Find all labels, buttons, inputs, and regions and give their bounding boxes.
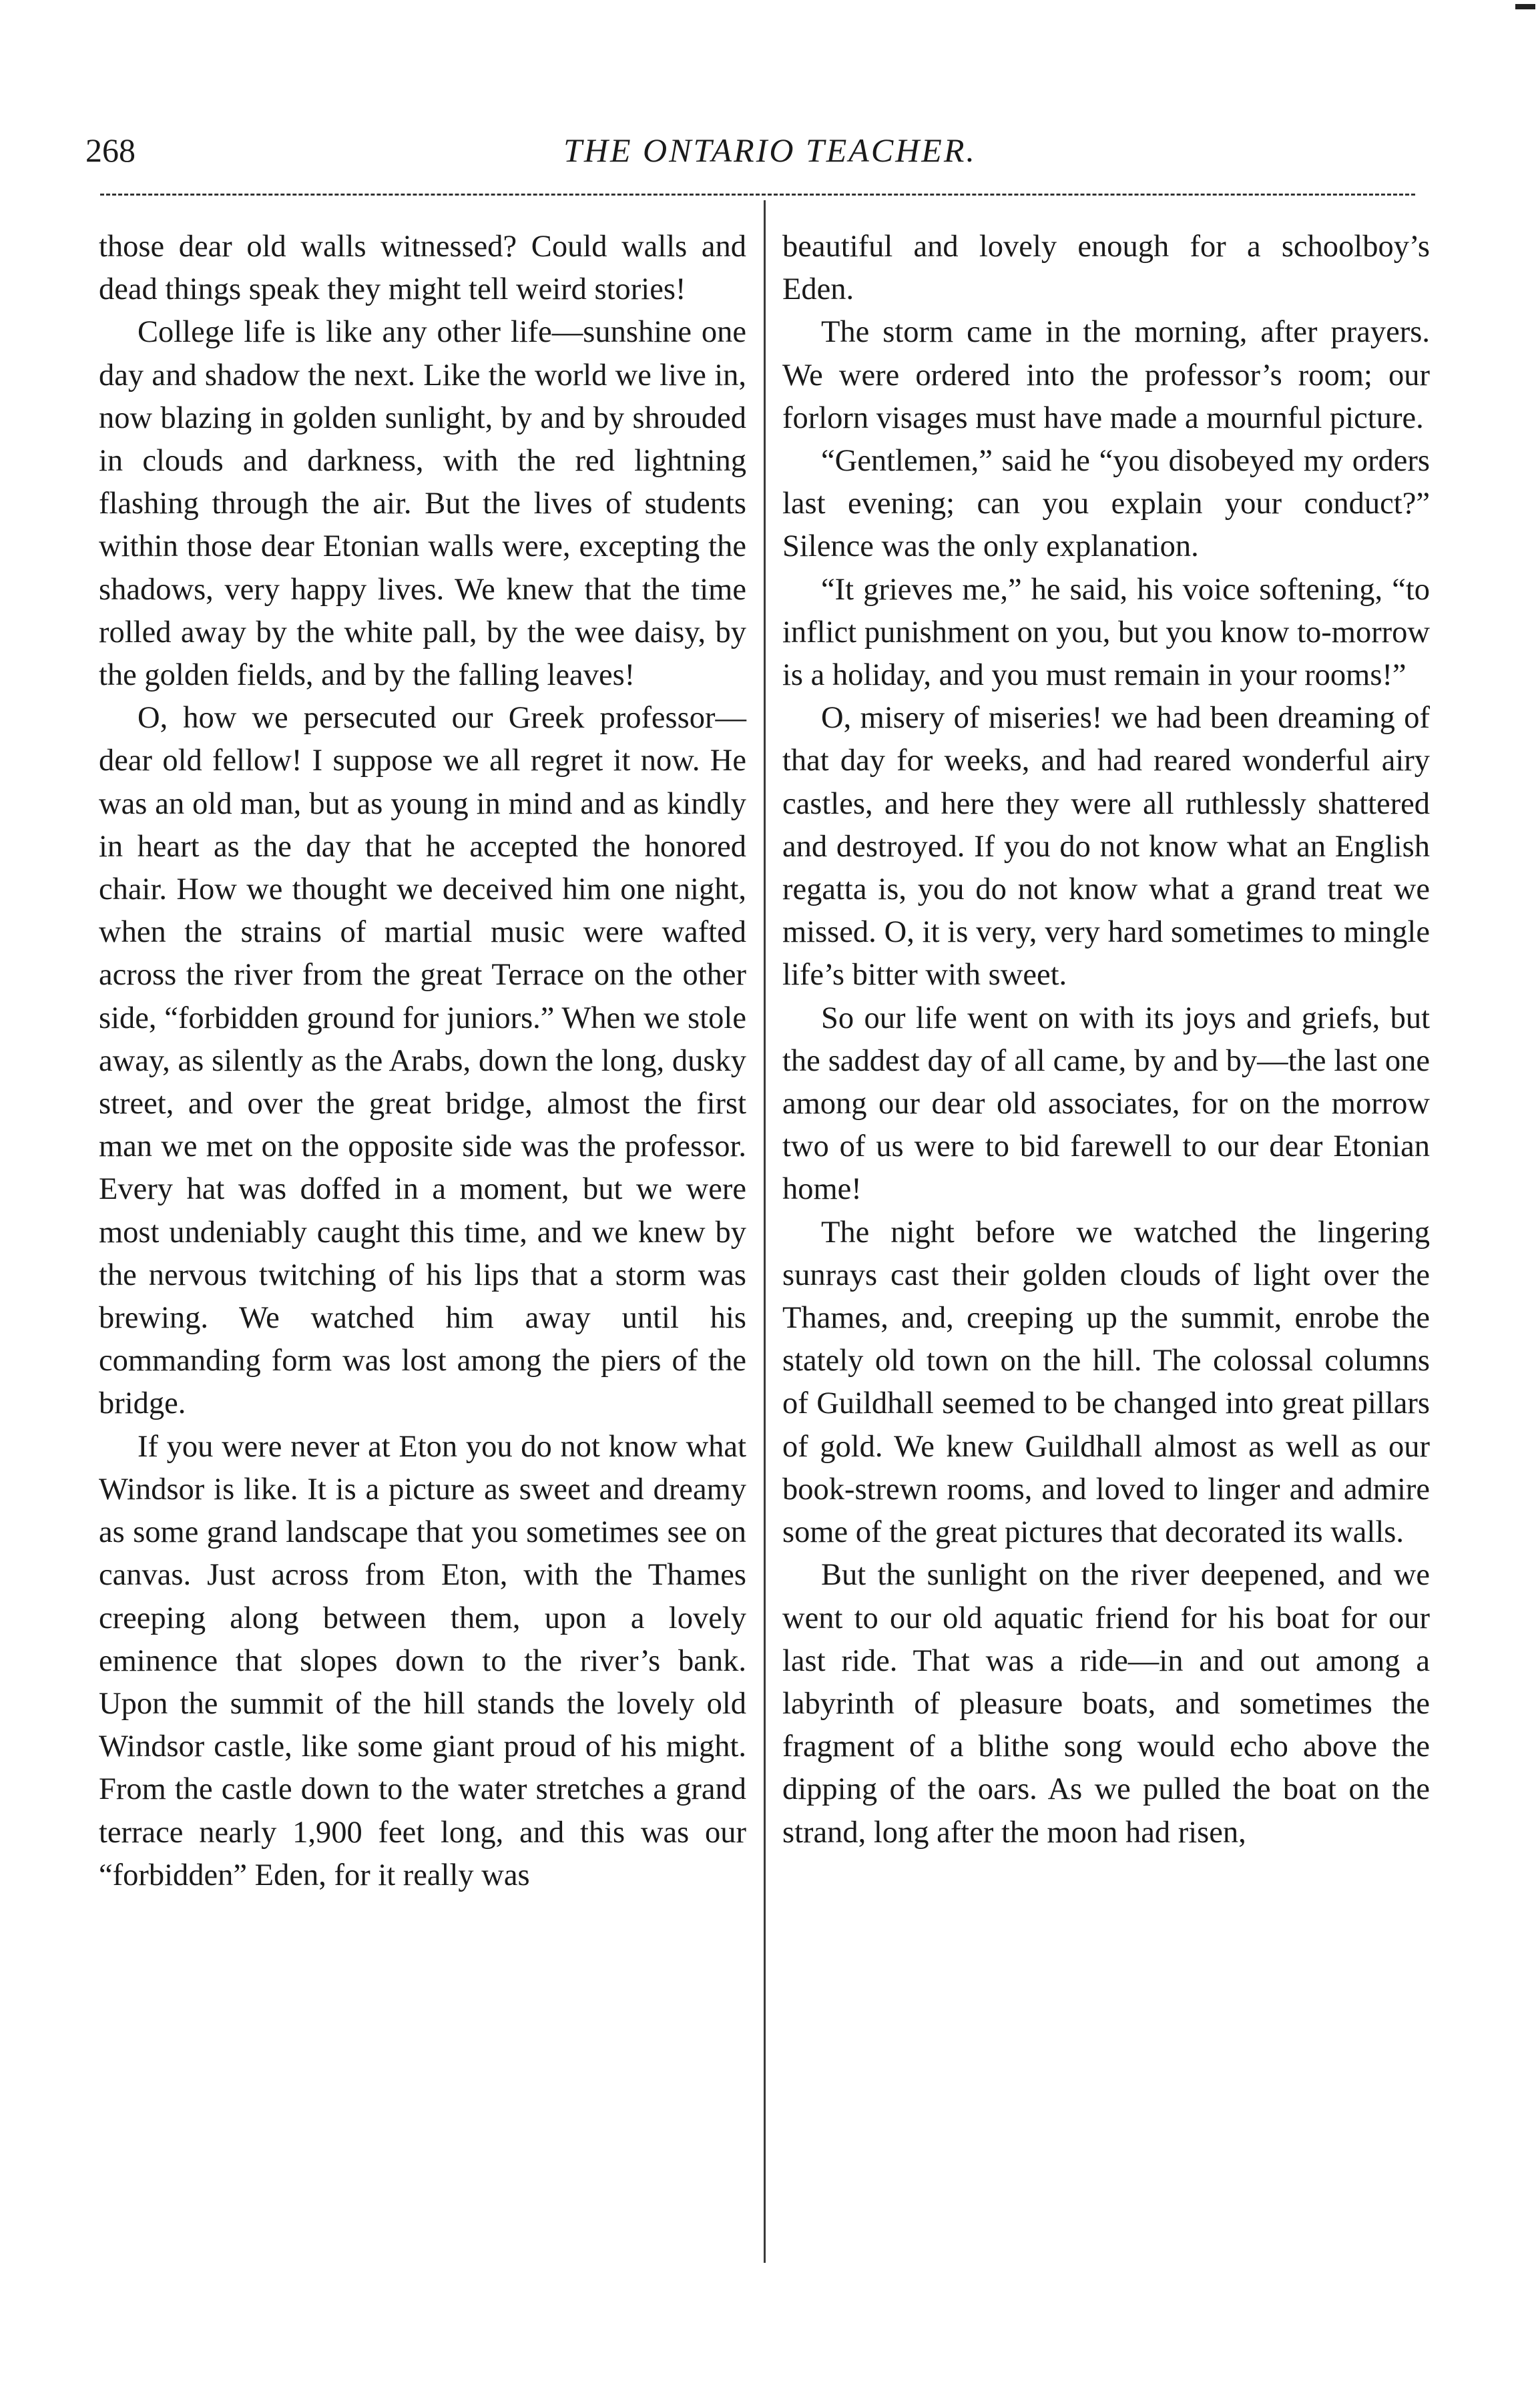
right-column <box>782 226 1430 1854</box>
paragraph: “It grieves me,” he said, his voice softening, “to inflict punishment on you, but you know to-morrow is a holiday, and you must remain in your rooms!” <box>782 572 1430 693</box>
column-divider <box>764 200 766 2263</box>
paragraph: “Gentlemen,” said he “you disobeyed my orders last evening; can you explain your conduct?” Silence was the only explanation. <box>782 444 1430 564</box>
paragraph: College life is like any other life—sunshine one day and shadow the next. Like the world we live in, now blazing in golden sunlight, by and by shrouded in clouds and darkness, with the red lightning flashing through the air. But the lives of students within those dear Etonian walls were, excepting the shadows, very happy lives. We knew that the time rolled away by the white pall, by the wee daisy, by the golden fields, and by the falling leaves! <box>99 315 746 693</box>
paragraph: O, misery of miseries! we had been dreaming of that day for weeks, and had reared wonderful airy castles, and here they were all ruthlessly shattered and destroyed. If you do not know what an English regatta is, you do not know what a grand treat we missed. O, it is very, very hard sometimes to mingle life’s bitter with sweet. <box>782 701 1430 993</box>
paragraph: O, how we persecuted our Greek professor—dear old fellow! I suppose we all regret it now. He was an old man, but as young in mind and as kindly in heart as the day that he accepted the honored chair. How we thought we deceived him one night, when the strains of martial music were wafted across the river from the great Terrace on the other side, “forbidden ground for juniors.” When we stole away, as silently as the Arabs, down the long, dusky street, and over the great bridge, almost the first man we met on the opposite side was the professor. Every hat was doffed in a moment, but we were most undeniably caught this time, and we knew by the nervous twitching of his lips that a storm was brewing. We watched him away until his commanding form was lost among the piers of the bridge. <box>99 701 746 1421</box>
header-rule <box>100 194 1415 196</box>
paragraph: If you were never at Eton you do not know what Windsor is like. It is a picture as sweet and dreamy as some grand landscape that you sometimes see on canvas. Just across from Eton, with the Thames creeping along between them, upon a lovely eminence that slopes down to the river’s bank. Upon the summit of the hill stands the lovely old Windsor castle, like some giant proud of his might. From the castle down to the water stretches a grand terrace nearly 1,900 feet long, and this was our “forbidden” Eden, for it really was <box>99 1429 746 1892</box>
running-head: THE ONTARIO TEACHER. <box>563 131 977 169</box>
page-number: 268 <box>85 131 136 169</box>
paragraph: those dear old walls witnessed? Could walls and dead things speak they might tell weird stories! <box>99 230 746 307</box>
paragraph: beautiful and lovely enough for a schoolboy’s Eden. <box>782 230 1430 307</box>
paragraph: The storm came in the morning, after prayers. We were ordered into the professor’s room; our forlorn visages must have made a mournful picture. <box>782 315 1430 435</box>
paragraph: So our life went on with its joys and griefs, but the saddest day of all came, by and by—the last one among our dear old associates, for on the morrow two of us were to bid farewell to our dear Etonian home! <box>782 1001 1430 1207</box>
paragraph: But the sunlight on the river deepened, and we went to our old aquatic friend for his boat for our last ride. That was a ride—in and out among a labyrinth of pleasure boats, and sometimes the fragment of a blithe song would echo above the dipping of the oars. As we pulled the boat on the strand, long after the moon had risen, <box>782 1558 1430 1850</box>
paragraph: The night before we watched the lingering sunrays cast their golden clouds of light over the Thames, and, creeping up the summit, enrobe the stately old town on the hill. The colossal columns of Guildhall seemed to be changed into great pillars of gold. We knew Guildhall almost as well as our book-strewn rooms, and loved to linger and admire some of the great pictures that decorated its walls. <box>782 1215 1430 1550</box>
left-column <box>99 226 746 1897</box>
corner-scan-mark <box>1515 4 1535 9</box>
